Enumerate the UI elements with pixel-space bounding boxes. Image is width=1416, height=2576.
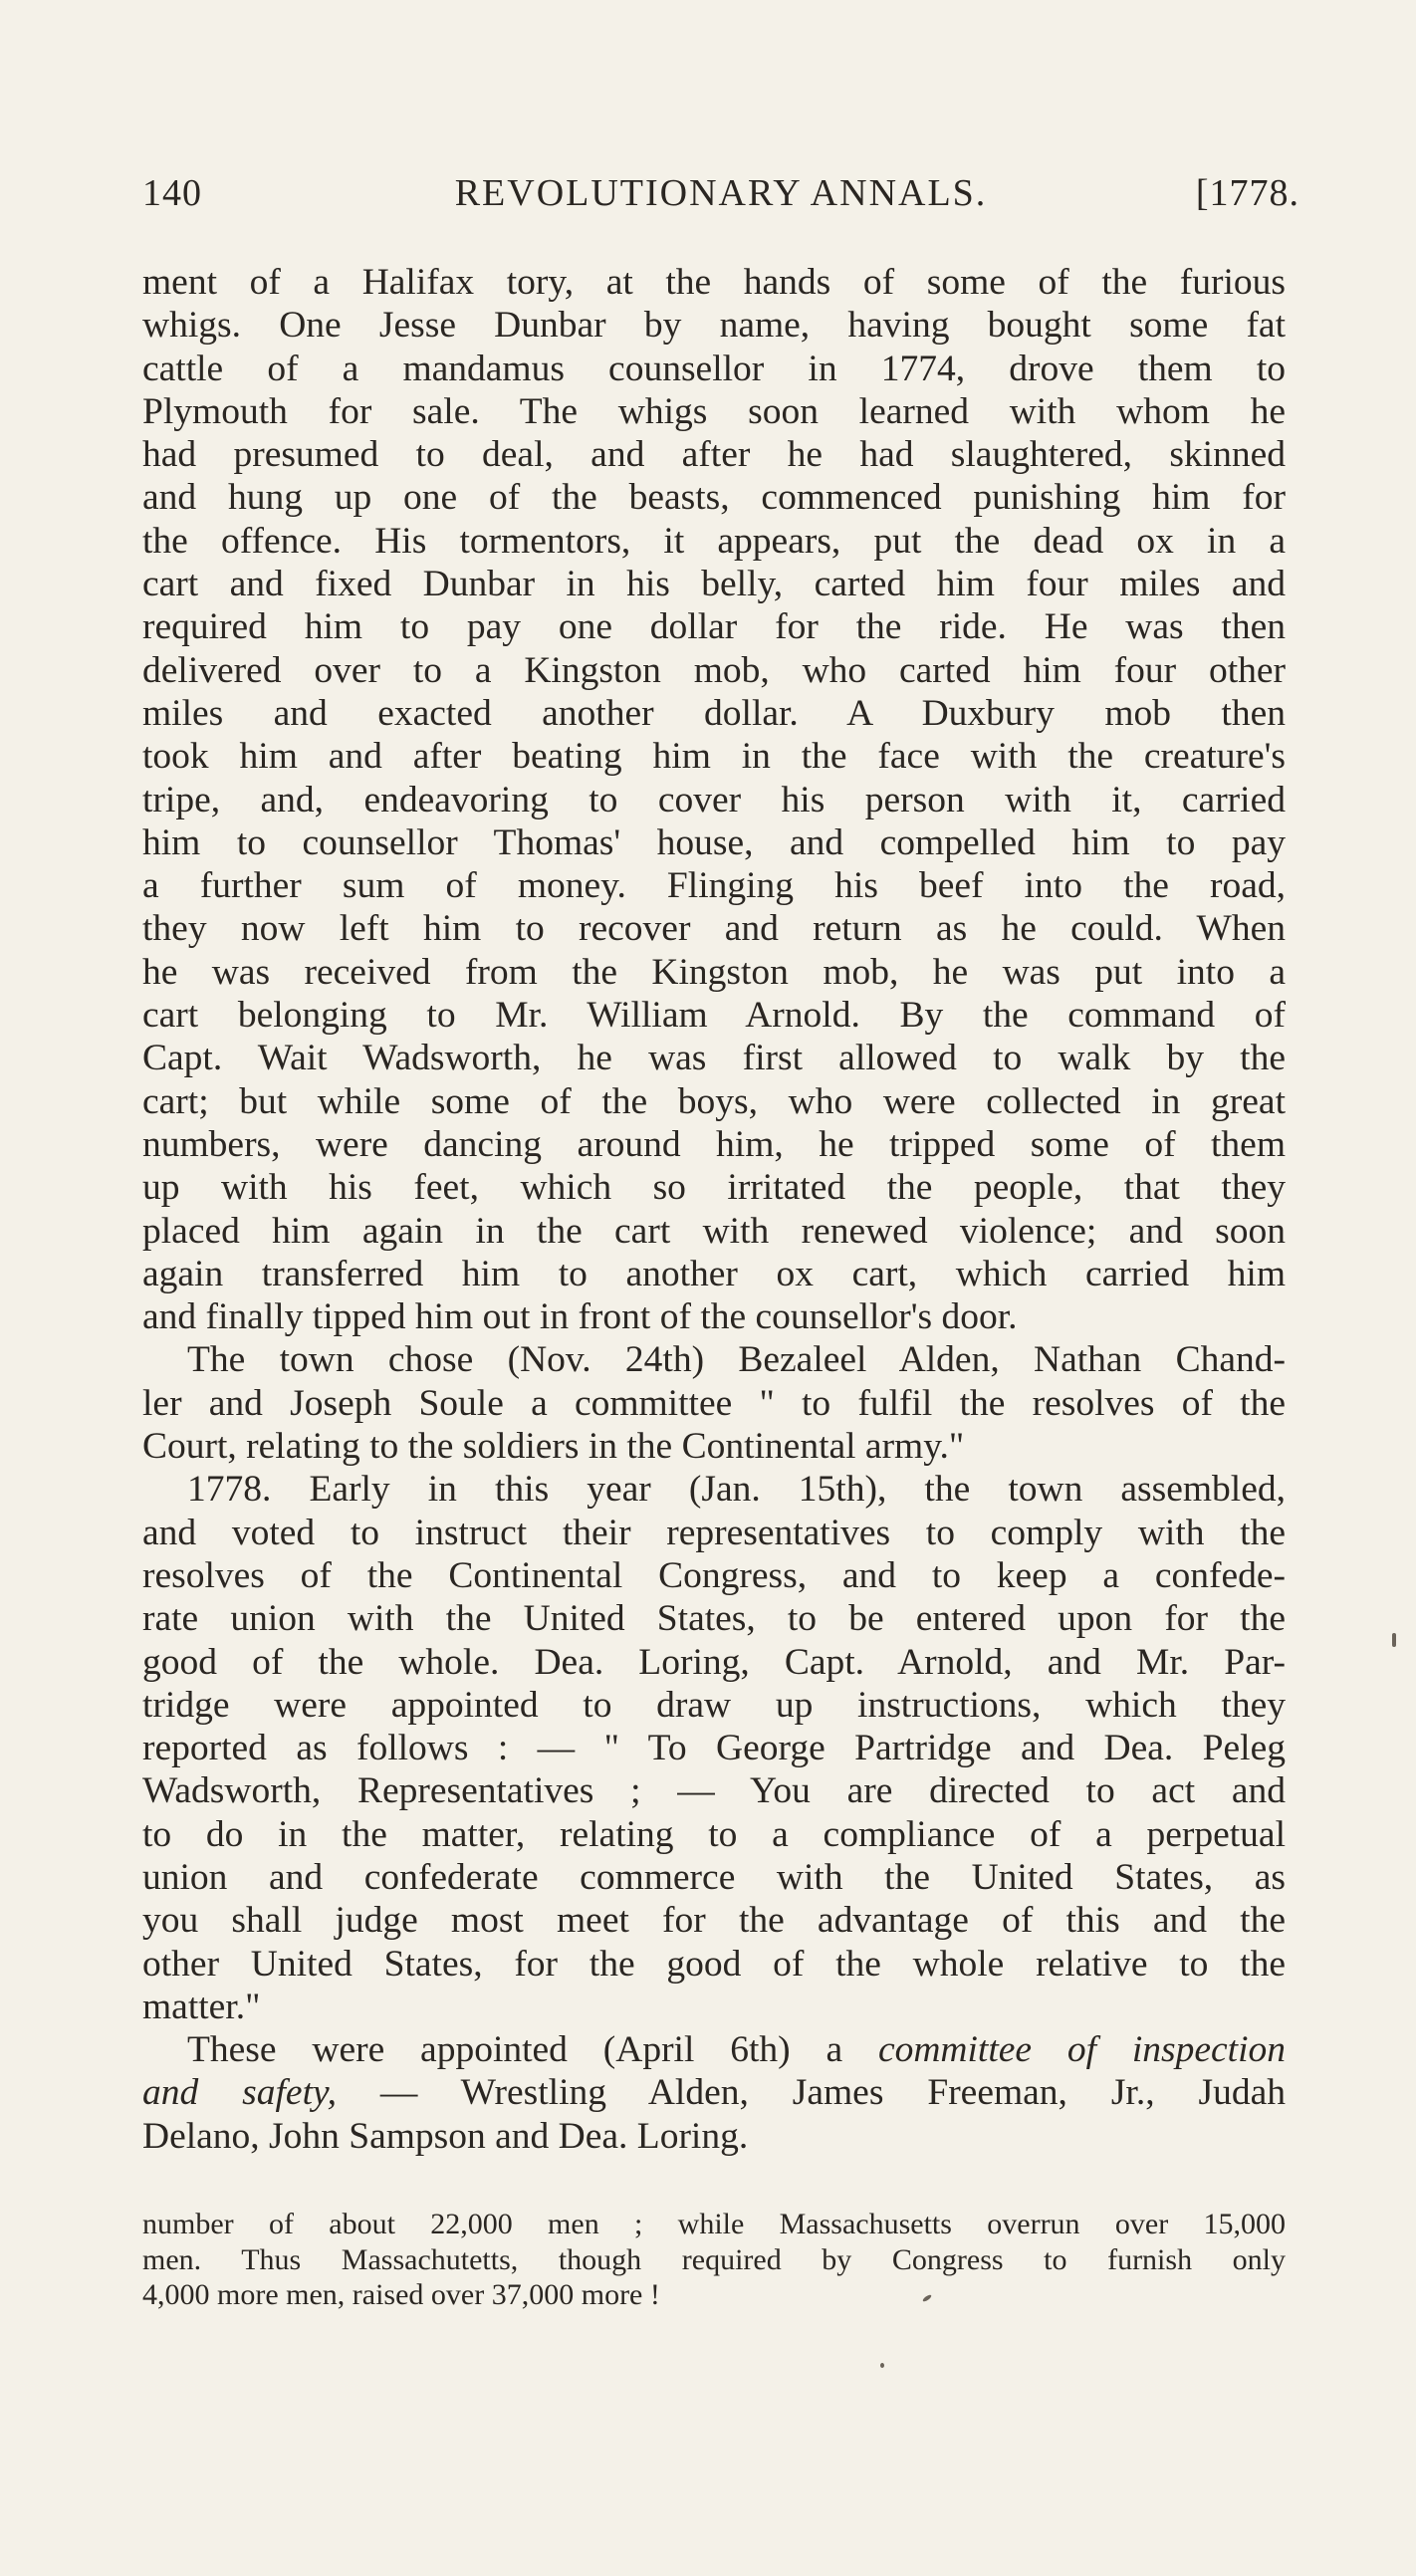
text-line: the offence. His tormentors, it appears, put the dead ox in a bbox=[142, 520, 1286, 562]
text-line: you shall judge most meet for the advantage of this and the bbox=[142, 1900, 1286, 1942]
text-line: other United States, for the good of the whole relative to the bbox=[142, 1943, 1286, 1985]
text-line: rate union with the United States, to be entered upon for the bbox=[142, 1598, 1286, 1640]
text-line: Capt. Wait Wadsworth, he was first allowed to walk by the bbox=[142, 1038, 1286, 1079]
text-line: they now left him to recover and return as he could. When bbox=[142, 908, 1286, 950]
text-line bbox=[142, 2028, 1286, 2071]
text-line: to do in the matter, relating to a compliance of a perpetual bbox=[142, 1813, 1286, 1855]
text-line: had presumed to deal, and after he had slaughtered, skinned bbox=[142, 434, 1286, 476]
footnote-line: 4,000 more men, raised over 37,000 more ! bbox=[142, 2278, 660, 2311]
text-line: he was received from the Kingston mob, he was put into a bbox=[142, 951, 1286, 993]
footnote-line: men. Thus Massachutetts, though required by Congress to furnish only bbox=[142, 2242, 1286, 2276]
text-line: cart belonging to Mr. William Arnold. By the command of bbox=[142, 995, 1286, 1037]
text-line: matter." bbox=[142, 1986, 261, 2027]
text-line: placed him again in the cart with renewed violence; and soon bbox=[142, 1210, 1286, 1252]
text-line: union and confederate commerce with the United States, as bbox=[142, 1856, 1286, 1898]
text-line: cart and fixed Dunbar in his belly, carted him four miles and bbox=[142, 564, 1286, 605]
text-line: Plymouth for sale. The whigs soon learned with whom he bbox=[142, 390, 1286, 432]
text-segment: — Wrestling Alden, James Freeman, Jr., Judah bbox=[379, 2072, 1286, 2114]
text-line: delivered over to a Kingston mob, who carted him four other bbox=[142, 649, 1286, 691]
text-line: cart; but while some of the boys, who were collected in great bbox=[142, 1080, 1286, 1122]
text-line bbox=[142, 2071, 1286, 2114]
running-year: [1778. bbox=[1195, 172, 1299, 214]
text-line: whigs. One Jesse Dunbar by name, having bought some fat bbox=[142, 305, 1286, 347]
text-line: a further sum of money. Flinging his beef into the road, bbox=[142, 865, 1286, 907]
paper-speck bbox=[880, 2363, 884, 2368]
text-line: good of the whole. Dea. Loring, Capt. Arnold, and Mr. Par- bbox=[142, 1641, 1286, 1683]
text-line: him to counsellor Thomas' house, and compelled him to pay bbox=[142, 821, 1286, 863]
text-line: reported as follows : — " To George Partridge and Dea. Peleg bbox=[142, 1728, 1286, 1769]
text-line: resolves of the Continental Congress, and to keep a confede- bbox=[142, 1554, 1286, 1596]
text-line: required him to pay one dollar for the ride. He was then bbox=[142, 606, 1286, 648]
text-line: and hung up one of the beasts, commenced punishing him for bbox=[142, 477, 1286, 519]
footnote bbox=[142, 2207, 1286, 2313]
text-line: ment of a Halifax tory, at the hands of some of the furious bbox=[142, 262, 1286, 303]
running-head bbox=[142, 171, 1299, 221]
italic-phrase: and safety, bbox=[142, 2072, 337, 2114]
text-line: 1778. Early in this year (Jan. 15th), the town assembled, bbox=[187, 1469, 1286, 1511]
text-segment: These were appointed (April 6th) a bbox=[187, 2029, 843, 2071]
text-line: ler and Joseph Soule a committee " to fulfil the resolves of the bbox=[142, 1382, 1286, 1424]
text-line: tripe, and, endeavoring to cover his person with it, carried bbox=[142, 779, 1286, 820]
text-line: tridge were appointed to draw up instructions, which they bbox=[142, 1684, 1286, 1726]
italic-phrase: committee of inspection bbox=[877, 2029, 1286, 2071]
text-line: Wadsworth, Representatives ; — You are directed to act and bbox=[142, 1770, 1286, 1812]
text-line: The town chose (Nov. 24th) Bezaleel Alden, Nathan Chand- bbox=[187, 1339, 1286, 1381]
text-line: cattle of a mandamus counsellor in 1774, drove them to bbox=[142, 348, 1286, 389]
text-line: took him and after beating him in the face with the creature's bbox=[142, 736, 1286, 778]
running-title: REVOLUTIONARY ANNALS. bbox=[454, 172, 988, 214]
text-line: numbers, were dancing around him, he tripped some of them bbox=[142, 1123, 1286, 1165]
text-line: Delano, John Sampson and Dea. Loring. bbox=[142, 2115, 749, 2157]
text-line: miles and exacted another dollar. A Duxbury mob then bbox=[142, 692, 1286, 734]
text-line: up with his feet, which so irritated the people, that they bbox=[142, 1167, 1286, 1209]
text-line: and finally tipped him out in front of the counsellor's door. bbox=[142, 1296, 1018, 1338]
body-text bbox=[142, 261, 1286, 2158]
text-line: and voted to instruct their representatives to comply with the bbox=[142, 1512, 1286, 1553]
text-line: Court, relating to the soldiers in the Continental army." bbox=[142, 1426, 965, 1468]
text-line: again transferred him to another ox cart, which carried him bbox=[142, 1253, 1286, 1294]
page-number: 140 bbox=[142, 172, 202, 214]
paper-speck bbox=[1392, 1633, 1396, 1647]
footnote-line: number of about 22,000 men ; while Massachusetts overrun over 15,000 bbox=[142, 2208, 1286, 2240]
